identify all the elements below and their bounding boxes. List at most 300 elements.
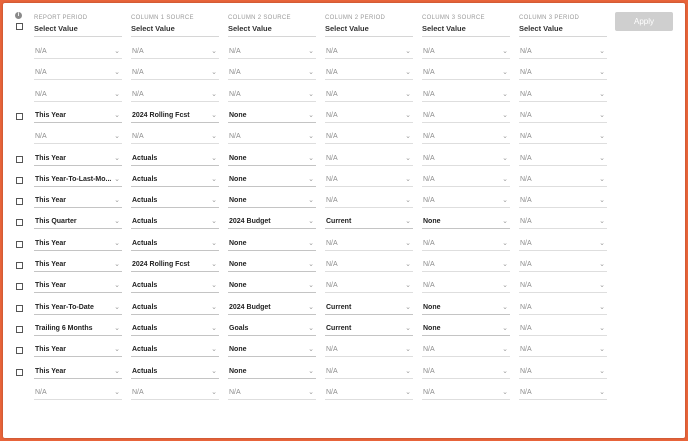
column-3-period-dropdown[interactable] (519, 131, 607, 144)
dropdown-value: 2024 Budget (229, 218, 271, 225)
dropdown-value: N/A (326, 155, 338, 162)
dropdown-value: N/A (132, 69, 144, 76)
column-3-source-dropdown[interactable] (422, 153, 510, 166)
row-checkbox[interactable] (16, 262, 23, 269)
dropdown-value: None (229, 176, 247, 183)
chevron-down-icon: ⌄ (211, 240, 217, 247)
column-1-source-dropdown[interactable] (131, 195, 219, 208)
column-1-source-dropdown[interactable] (131, 366, 219, 379)
dropdown-value: None (229, 261, 247, 268)
column-2-source-dropdown[interactable] (228, 110, 316, 123)
column-2-source-dropdown[interactable] (228, 302, 316, 315)
dropdown-value: None (229, 346, 247, 353)
chevron-down-icon: ⌄ (502, 48, 508, 55)
dropdown-value: This Year-To-Last-Mo... (35, 176, 112, 183)
chevron-down-icon: ⌄ (405, 282, 411, 289)
column-2-period-dropdown[interactable] (325, 46, 413, 59)
dropdown-value: Goals (229, 325, 249, 332)
column-2-source-dropdown[interactable] (228, 238, 316, 251)
dropdown-value: N/A (35, 48, 47, 55)
chevron-down-icon: ⌄ (599, 325, 605, 332)
dropdown-value: N/A (326, 112, 338, 119)
chevron-down-icon: ⌄ (114, 155, 120, 162)
dropdown-value: Actuals (132, 240, 158, 247)
chevron-down-icon: ⌄ (211, 91, 217, 98)
column-2-period-dropdown[interactable] (325, 259, 413, 272)
column-2-period-dropdown[interactable] (325, 387, 413, 400)
column-1-source-dropdown[interactable] (131, 131, 219, 144)
column-3-source-dropdown[interactable] (422, 110, 510, 123)
dropdown-value: This Year (35, 112, 67, 119)
chevron-down-icon: ⌄ (114, 197, 120, 204)
chevron-down-icon: ⌄ (405, 48, 411, 55)
row-checkbox[interactable] (16, 326, 23, 333)
dropdown-value: Actuals (132, 282, 158, 289)
row-checkbox[interactable] (16, 177, 23, 184)
column-1-source-dropdown[interactable] (131, 259, 219, 272)
bulk-select-column-1-source[interactable]: Select Value (131, 24, 219, 37)
column-3-period-dropdown[interactable] (519, 67, 607, 80)
chevron-down-icon: ⌄ (211, 112, 217, 119)
column-2-period-dropdown[interactable] (325, 131, 413, 144)
dropdown-value: N/A (520, 48, 532, 55)
dropdown-value: N/A (326, 368, 338, 375)
column-2-source-dropdown[interactable] (228, 387, 316, 400)
chevron-down-icon: ⌄ (405, 176, 411, 183)
chevron-down-icon: ⌄ (308, 69, 314, 76)
dropdown-value: Trailing 6 Months (35, 325, 93, 332)
column-3-period-dropdown[interactable] (519, 323, 607, 336)
dropdown-value: N/A (423, 133, 435, 140)
row-checkbox[interactable] (16, 198, 23, 205)
dropdown-value: N/A (520, 346, 532, 353)
chevron-down-icon: ⌄ (405, 261, 411, 268)
chevron-down-icon: ⌄ (599, 91, 605, 98)
column-2-period-dropdown[interactable] (325, 238, 413, 251)
column-1-source-dropdown[interactable] (131, 280, 219, 293)
info-icon[interactable]: i (15, 12, 22, 19)
row-checkbox[interactable] (16, 113, 23, 120)
report-period-dropdown[interactable] (34, 67, 122, 80)
chevron-down-icon: ⌄ (211, 155, 217, 162)
dropdown-value: N/A (520, 197, 532, 204)
report-period-dropdown[interactable] (34, 216, 122, 229)
column-2-source-dropdown[interactable] (228, 46, 316, 59)
report-period-dropdown[interactable] (34, 131, 122, 144)
dropdown-value: N/A (423, 346, 435, 353)
chevron-down-icon: ⌄ (308, 389, 314, 396)
column-3-period-dropdown[interactable] (519, 238, 607, 251)
column-2-period-dropdown[interactable] (325, 302, 413, 315)
column-2-source-dropdown[interactable] (228, 67, 316, 80)
dropdown-value: This Year-To-Date (35, 304, 94, 311)
chevron-down-icon: ⌄ (502, 368, 508, 375)
chevron-down-icon: ⌄ (211, 261, 217, 268)
report-period-dropdown[interactable] (34, 46, 122, 59)
chevron-down-icon: ⌄ (308, 325, 314, 332)
column-2-period-dropdown[interactable] (325, 89, 413, 102)
chevron-down-icon: ⌄ (405, 240, 411, 247)
chevron-down-icon: ⌄ (502, 176, 508, 183)
column-3-period-dropdown[interactable] (519, 89, 607, 102)
dropdown-value: N/A (520, 218, 532, 225)
dropdown-value: N/A (423, 69, 435, 76)
dropdown-value: N/A (326, 261, 338, 268)
chevron-down-icon: ⌄ (502, 133, 508, 140)
row-checkbox[interactable] (16, 283, 23, 290)
dropdown-value: N/A (520, 69, 532, 76)
chevron-down-icon: ⌄ (211, 389, 217, 396)
column-3-source-dropdown[interactable] (422, 387, 510, 400)
chevron-down-icon: ⌄ (502, 218, 508, 225)
header-column-1-source: COLUMN 1 SOURCE (131, 15, 194, 21)
chevron-down-icon: ⌄ (405, 304, 411, 311)
column-3-source-dropdown[interactable] (422, 280, 510, 293)
dropdown-value: N/A (520, 389, 532, 396)
column-1-source-dropdown[interactable] (131, 323, 219, 336)
chevron-down-icon: ⌄ (114, 346, 120, 353)
chevron-down-icon: ⌄ (308, 133, 314, 140)
dropdown-value: This Year (35, 240, 67, 247)
chevron-down-icon: ⌄ (599, 176, 605, 183)
column-3-period-dropdown[interactable] (519, 174, 607, 187)
dropdown-value: 2024 Rolling Fcst (132, 112, 190, 119)
report-config-panel (3, 3, 685, 438)
column-2-period-dropdown[interactable] (325, 110, 413, 123)
column-2-period-dropdown[interactable] (325, 67, 413, 80)
dropdown-value: Actuals (132, 197, 158, 204)
chevron-down-icon: ⌄ (114, 240, 120, 247)
header-column-3-source: COLUMN 3 SOURCE (422, 15, 485, 21)
chevron-down-icon: ⌄ (502, 389, 508, 396)
column-1-source-dropdown[interactable] (131, 387, 219, 400)
column-1-source-dropdown[interactable] (131, 67, 219, 80)
column-3-period-dropdown[interactable] (519, 153, 607, 166)
dropdown-value: N/A (423, 112, 435, 119)
column-3-source-dropdown[interactable] (422, 67, 510, 80)
apply-button[interactable]: Apply (615, 12, 673, 31)
dropdown-value: 2024 Rolling Fcst (132, 261, 190, 268)
dropdown-value: N/A (326, 389, 338, 396)
chevron-down-icon: ⌄ (502, 69, 508, 76)
column-3-period-dropdown[interactable] (519, 302, 607, 315)
column-2-period-dropdown[interactable] (325, 280, 413, 293)
chevron-down-icon: ⌄ (114, 48, 120, 55)
row-checkbox[interactable] (16, 241, 23, 248)
dropdown-value: Current (326, 218, 352, 225)
dropdown-value: This Year (35, 282, 67, 289)
chevron-down-icon: ⌄ (114, 69, 120, 76)
report-period-dropdown[interactable] (34, 174, 122, 187)
column-3-source-dropdown[interactable] (422, 195, 510, 208)
chevron-down-icon: ⌄ (211, 218, 217, 225)
dropdown-value: N/A (132, 389, 144, 396)
column-1-source-dropdown[interactable] (131, 46, 219, 59)
dropdown-value: N/A (326, 240, 338, 247)
dropdown-value: N/A (35, 69, 47, 76)
column-2-source-dropdown[interactable] (228, 259, 316, 272)
column-2-period-dropdown[interactable] (325, 174, 413, 187)
chevron-down-icon: ⌄ (502, 304, 508, 311)
report-period-dropdown[interactable] (34, 302, 122, 315)
chevron-down-icon: ⌄ (405, 218, 411, 225)
column-3-period-dropdown[interactable] (519, 110, 607, 123)
row-checkbox[interactable] (16, 305, 23, 312)
chevron-down-icon: ⌄ (599, 261, 605, 268)
chevron-down-icon: ⌄ (599, 112, 605, 119)
column-1-source-dropdown[interactable] (131, 110, 219, 123)
column-2-period-dropdown[interactable] (325, 216, 413, 229)
column-3-source-dropdown[interactable] (422, 344, 510, 357)
column-3-source-dropdown[interactable] (422, 89, 510, 102)
column-3-period-dropdown[interactable] (519, 216, 607, 229)
column-2-period-dropdown[interactable] (325, 153, 413, 166)
column-3-source-dropdown[interactable] (422, 46, 510, 59)
chevron-down-icon: ⌄ (502, 112, 508, 119)
dropdown-value: N/A (520, 304, 532, 311)
chevron-down-icon: ⌄ (308, 261, 314, 268)
report-period-dropdown[interactable] (34, 323, 122, 336)
column-2-source-dropdown[interactable] (228, 131, 316, 144)
chevron-down-icon: ⌄ (114, 389, 120, 396)
dropdown-value: Actuals (132, 176, 158, 183)
report-period-dropdown[interactable] (34, 238, 122, 251)
dropdown-value: N/A (326, 282, 338, 289)
chevron-down-icon: ⌄ (211, 133, 217, 140)
column-2-source-dropdown[interactable] (228, 195, 316, 208)
chevron-down-icon: ⌄ (308, 112, 314, 119)
column-2-source-dropdown[interactable] (228, 323, 316, 336)
column-2-source-dropdown[interactable] (228, 153, 316, 166)
dropdown-value: N/A (35, 389, 47, 396)
column-3-source-dropdown[interactable] (422, 238, 510, 251)
dropdown-value: N/A (423, 240, 435, 247)
column-2-period-dropdown[interactable] (325, 323, 413, 336)
dropdown-value: N/A (229, 91, 241, 98)
dropdown-value: N/A (326, 48, 338, 55)
column-3-source-dropdown[interactable] (422, 131, 510, 144)
dropdown-value: Actuals (132, 346, 158, 353)
column-3-period-dropdown[interactable] (519, 46, 607, 59)
dropdown-value: N/A (326, 133, 338, 140)
report-period-dropdown[interactable] (34, 280, 122, 293)
bulk-select-column-2-period[interactable]: Select Value (325, 24, 413, 37)
dropdown-value: None (229, 368, 247, 375)
dropdown-value: N/A (520, 325, 532, 332)
column-2-source-dropdown[interactable] (228, 344, 316, 357)
dropdown-value: N/A (520, 240, 532, 247)
report-period-dropdown[interactable] (34, 89, 122, 102)
dropdown-value: N/A (326, 91, 338, 98)
row-checkbox[interactable] (16, 156, 23, 163)
dropdown-value: N/A (423, 155, 435, 162)
report-period-dropdown[interactable] (34, 344, 122, 357)
chevron-down-icon: ⌄ (502, 91, 508, 98)
chevron-down-icon: ⌄ (308, 91, 314, 98)
chevron-down-icon: ⌄ (308, 218, 314, 225)
chevron-down-icon: ⌄ (599, 240, 605, 247)
chevron-down-icon: ⌄ (211, 325, 217, 332)
dropdown-value: N/A (132, 91, 144, 98)
chevron-down-icon: ⌄ (308, 282, 314, 289)
column-1-source-dropdown[interactable] (131, 174, 219, 187)
column-2-source-dropdown[interactable] (228, 216, 316, 229)
column-1-source-dropdown[interactable] (131, 302, 219, 315)
dropdown-value: This Quarter (35, 218, 77, 225)
chevron-down-icon: ⌄ (405, 346, 411, 353)
chevron-down-icon: ⌄ (502, 325, 508, 332)
chevron-down-icon: ⌄ (405, 112, 411, 119)
dropdown-value: N/A (423, 282, 435, 289)
chevron-down-icon: ⌄ (502, 155, 508, 162)
chevron-down-icon: ⌄ (502, 261, 508, 268)
bulk-select-column-3-source[interactable]: Select Value (422, 24, 510, 37)
dropdown-value: N/A (35, 91, 47, 98)
column-2-period-dropdown[interactable] (325, 344, 413, 357)
chevron-down-icon: ⌄ (405, 69, 411, 76)
column-3-source-dropdown[interactable] (422, 366, 510, 379)
chevron-down-icon: ⌄ (211, 282, 217, 289)
dropdown-value: Current (326, 325, 352, 332)
bulk-select-column-2-source[interactable]: Select Value (228, 24, 316, 37)
column-2-source-dropdown[interactable] (228, 89, 316, 102)
chevron-down-icon: ⌄ (211, 368, 217, 375)
column-3-period-dropdown[interactable] (519, 387, 607, 400)
column-3-source-dropdown[interactable] (422, 323, 510, 336)
column-3-source-dropdown[interactable] (422, 174, 510, 187)
chevron-down-icon: ⌄ (211, 176, 217, 183)
chevron-down-icon: ⌄ (114, 368, 120, 375)
dropdown-value: N/A (35, 133, 47, 140)
chevron-down-icon: ⌄ (114, 325, 120, 332)
row-checkbox[interactable] (16, 219, 23, 226)
dropdown-value: N/A (423, 176, 435, 183)
chevron-down-icon: ⌄ (114, 282, 120, 289)
dropdown-value: None (229, 197, 247, 204)
column-3-period-dropdown[interactable] (519, 259, 607, 272)
chevron-down-icon: ⌄ (211, 48, 217, 55)
dropdown-value: N/A (229, 133, 241, 140)
column-2-period-dropdown[interactable] (325, 195, 413, 208)
chevron-down-icon: ⌄ (599, 48, 605, 55)
column-1-source-dropdown[interactable] (131, 344, 219, 357)
column-3-period-dropdown[interactable] (519, 280, 607, 293)
column-2-period-dropdown[interactable] (325, 366, 413, 379)
chevron-down-icon: ⌄ (211, 304, 217, 311)
dropdown-value: None (423, 218, 441, 225)
dropdown-value: This Year (35, 346, 67, 353)
column-1-source-dropdown[interactable] (131, 153, 219, 166)
dropdown-value: N/A (423, 197, 435, 204)
dropdown-value: None (423, 304, 441, 311)
bulk-select-column-3-period[interactable]: Select Value (519, 24, 607, 37)
chevron-down-icon: ⌄ (211, 197, 217, 204)
column-3-source-dropdown[interactable] (422, 216, 510, 229)
dropdown-value: N/A (520, 176, 532, 183)
column-2-source-dropdown[interactable] (228, 366, 316, 379)
dropdown-value: N/A (520, 368, 532, 375)
chevron-down-icon: ⌄ (599, 218, 605, 225)
chevron-down-icon: ⌄ (308, 48, 314, 55)
row-checkbox[interactable] (16, 347, 23, 354)
report-period-dropdown[interactable] (34, 259, 122, 272)
dropdown-value: N/A (326, 346, 338, 353)
report-period-dropdown[interactable] (34, 110, 122, 123)
dropdown-value: Actuals (132, 155, 158, 162)
dropdown-value: N/A (229, 48, 241, 55)
column-2-source-dropdown[interactable] (228, 280, 316, 293)
chevron-down-icon: ⌄ (308, 176, 314, 183)
chevron-down-icon: ⌄ (599, 368, 605, 375)
dropdown-value: N/A (423, 91, 435, 98)
select-all-checkbox[interactable] (16, 23, 23, 30)
row-checkbox[interactable] (16, 369, 23, 376)
dropdown-value: N/A (520, 133, 532, 140)
dropdown-value: This Year (35, 261, 67, 268)
dropdown-value: None (423, 325, 441, 332)
dropdown-value: N/A (423, 261, 435, 268)
dropdown-value: Current (326, 304, 352, 311)
dropdown-value: N/A (229, 389, 241, 396)
dropdown-value: This Year (35, 155, 67, 162)
report-period-dropdown[interactable] (34, 153, 122, 166)
dropdown-value: N/A (423, 389, 435, 396)
chevron-down-icon: ⌄ (405, 91, 411, 98)
chevron-down-icon: ⌄ (308, 346, 314, 353)
dropdown-value: Actuals (132, 218, 158, 225)
column-1-source-dropdown[interactable] (131, 216, 219, 229)
dropdown-value: 2024 Budget (229, 304, 271, 311)
chevron-down-icon: ⌄ (308, 368, 314, 375)
dropdown-value: N/A (423, 48, 435, 55)
header-column-2-period: COLUMN 2 PERIOD (325, 15, 386, 21)
column-3-period-dropdown[interactable] (519, 195, 607, 208)
chevron-down-icon: ⌄ (599, 389, 605, 396)
bulk-select-report-period[interactable]: Select Value (34, 24, 122, 37)
header-column-2-source: COLUMN 2 SOURCE (228, 15, 291, 21)
dropdown-value: Actuals (132, 368, 158, 375)
chevron-down-icon: ⌄ (405, 389, 411, 396)
report-period-dropdown[interactable] (34, 387, 122, 400)
dropdown-value: N/A (520, 112, 532, 119)
column-3-period-dropdown[interactable] (519, 366, 607, 379)
column-1-source-dropdown[interactable] (131, 89, 219, 102)
dropdown-value: Actuals (132, 304, 158, 311)
report-period-dropdown[interactable] (34, 195, 122, 208)
column-3-period-dropdown[interactable] (519, 344, 607, 357)
dropdown-value: N/A (229, 69, 241, 76)
column-2-source-dropdown[interactable] (228, 174, 316, 187)
chevron-down-icon: ⌄ (405, 197, 411, 204)
chevron-down-icon: ⌄ (114, 218, 120, 225)
column-1-source-dropdown[interactable] (131, 238, 219, 251)
chevron-down-icon: ⌄ (599, 346, 605, 353)
chevron-down-icon: ⌄ (405, 155, 411, 162)
dropdown-value: N/A (520, 282, 532, 289)
chevron-down-icon: ⌄ (599, 155, 605, 162)
chevron-down-icon: ⌄ (405, 325, 411, 332)
column-3-source-dropdown[interactable] (422, 302, 510, 315)
chevron-down-icon: ⌄ (502, 282, 508, 289)
dropdown-value: N/A (326, 197, 338, 204)
column-3-source-dropdown[interactable] (422, 259, 510, 272)
report-period-dropdown[interactable] (34, 366, 122, 379)
dropdown-value: N/A (520, 261, 532, 268)
chevron-down-icon: ⌄ (211, 346, 217, 353)
chevron-down-icon: ⌄ (114, 91, 120, 98)
dropdown-value: N/A (326, 176, 338, 183)
chevron-down-icon: ⌄ (599, 69, 605, 76)
